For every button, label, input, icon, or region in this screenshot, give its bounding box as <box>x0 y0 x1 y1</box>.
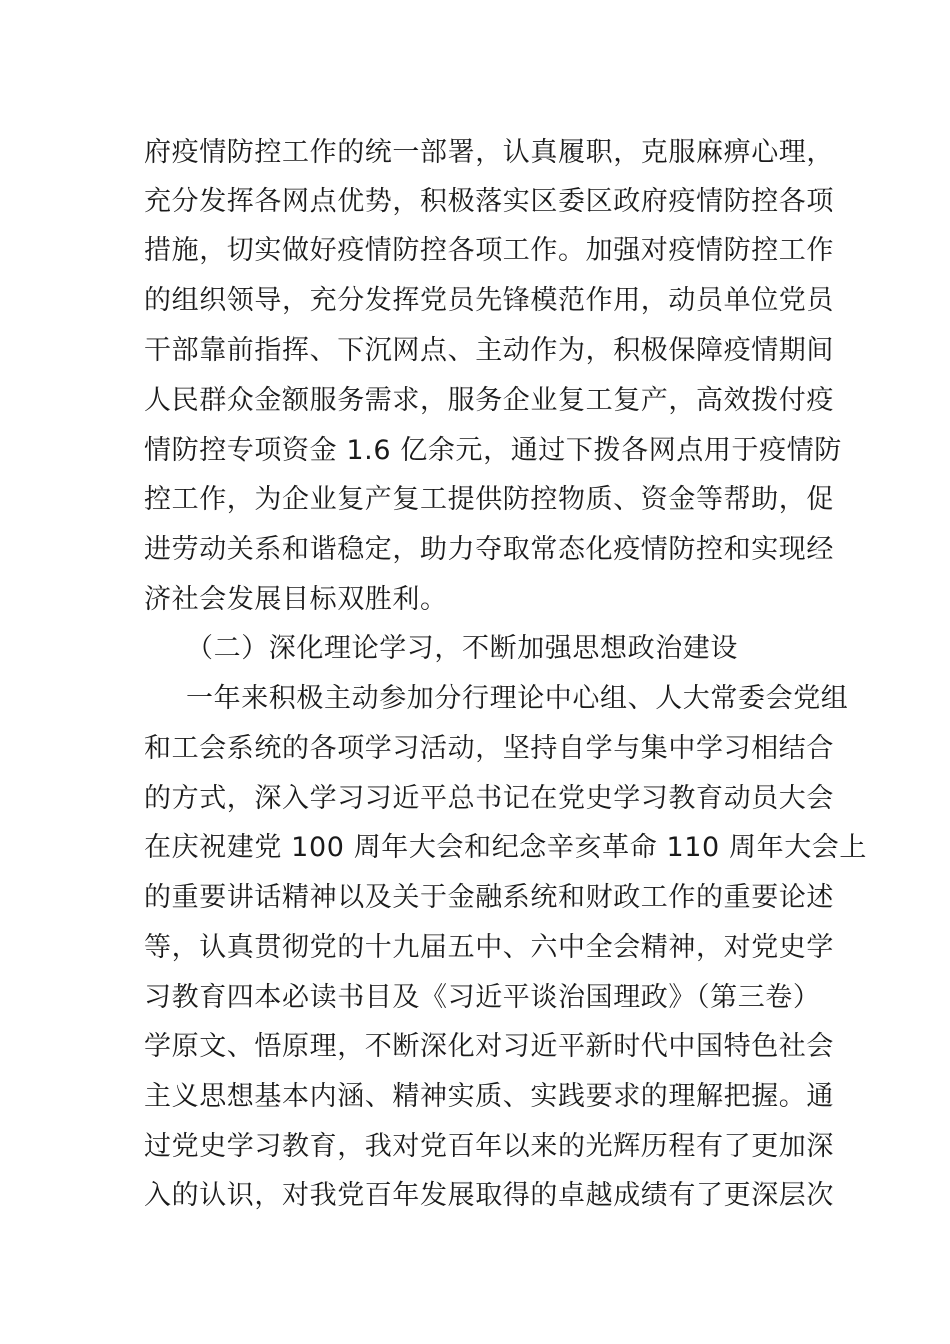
text-line: 和工会系统的各项学习活动，坚持自学与集中学习相结合 <box>144 733 834 764</box>
text-line: 的方式，深入学习习近平总书记在党史学习教育动员大会 <box>144 783 834 814</box>
text-line: 的重要讲话精神以及关于金融系统和财政工作的重要论述 <box>144 882 834 913</box>
text-line: 习教育四本必读书目及《习近平谈治国理政》（第三卷） <box>144 982 821 1013</box>
text-line: 学原文、悟原理，不断深化对习近平新时代中国特色社会 <box>144 1031 834 1062</box>
paragraph-first-line: 一年来积极主动参加分行理论中心组、人大常委会党组 <box>186 683 849 714</box>
text-line: 济社会发展目标双胜利。 <box>144 584 448 615</box>
text-line: 措施，切实做好疫情防控各项工作。加强对疫情防控工作 <box>144 235 834 266</box>
text-line: 等，认真贯彻党的十九届五中、六中全会精神，对党史学 <box>144 932 834 963</box>
section-heading: （二）深化理论学习，不断加强思想政治建设 <box>186 633 738 664</box>
text-line: 的组织领导，充分发挥党员先锋模范作用，动员单位党员 <box>144 285 834 316</box>
text-line: 府疫情防控工作的统一部署，认真履职，克服麻痹心理， <box>144 137 834 168</box>
text-line: 在庆祝建党 100 周年大会和纪念辛亥革命 110 周年大会上 <box>144 832 867 863</box>
text-line: 主义思想基本内涵、精神实质、实践要求的理解把握。通 <box>144 1081 834 1112</box>
text-line: 情防控专项资金 1.6 亿余元，通过下拨各网点用于疫情防 <box>144 435 842 466</box>
text-line: 入的认识，对我党百年发展取得的卓越成绩有了更深层次 <box>144 1180 834 1211</box>
text-line: 控工作，为企业复产复工提供防控物质、资金等帮助，促 <box>144 484 834 515</box>
text-line: 人民群众金额服务需求，服务企业复工复产，高效拨付疫 <box>144 385 834 416</box>
text-line: 过党史学习教育，我对党百年以来的光辉历程有了更加深 <box>144 1131 834 1162</box>
text-line: 进劳动关系和谐稳定，助力夺取常态化疫情防控和实现经 <box>144 534 834 565</box>
text-line: 干部靠前指挥、下沉网点、主动作为，积极保障疫情期间 <box>144 335 834 366</box>
text-line: 充分发挥各网点优势，积极落实区委区政府疫情防控各项 <box>144 186 834 217</box>
